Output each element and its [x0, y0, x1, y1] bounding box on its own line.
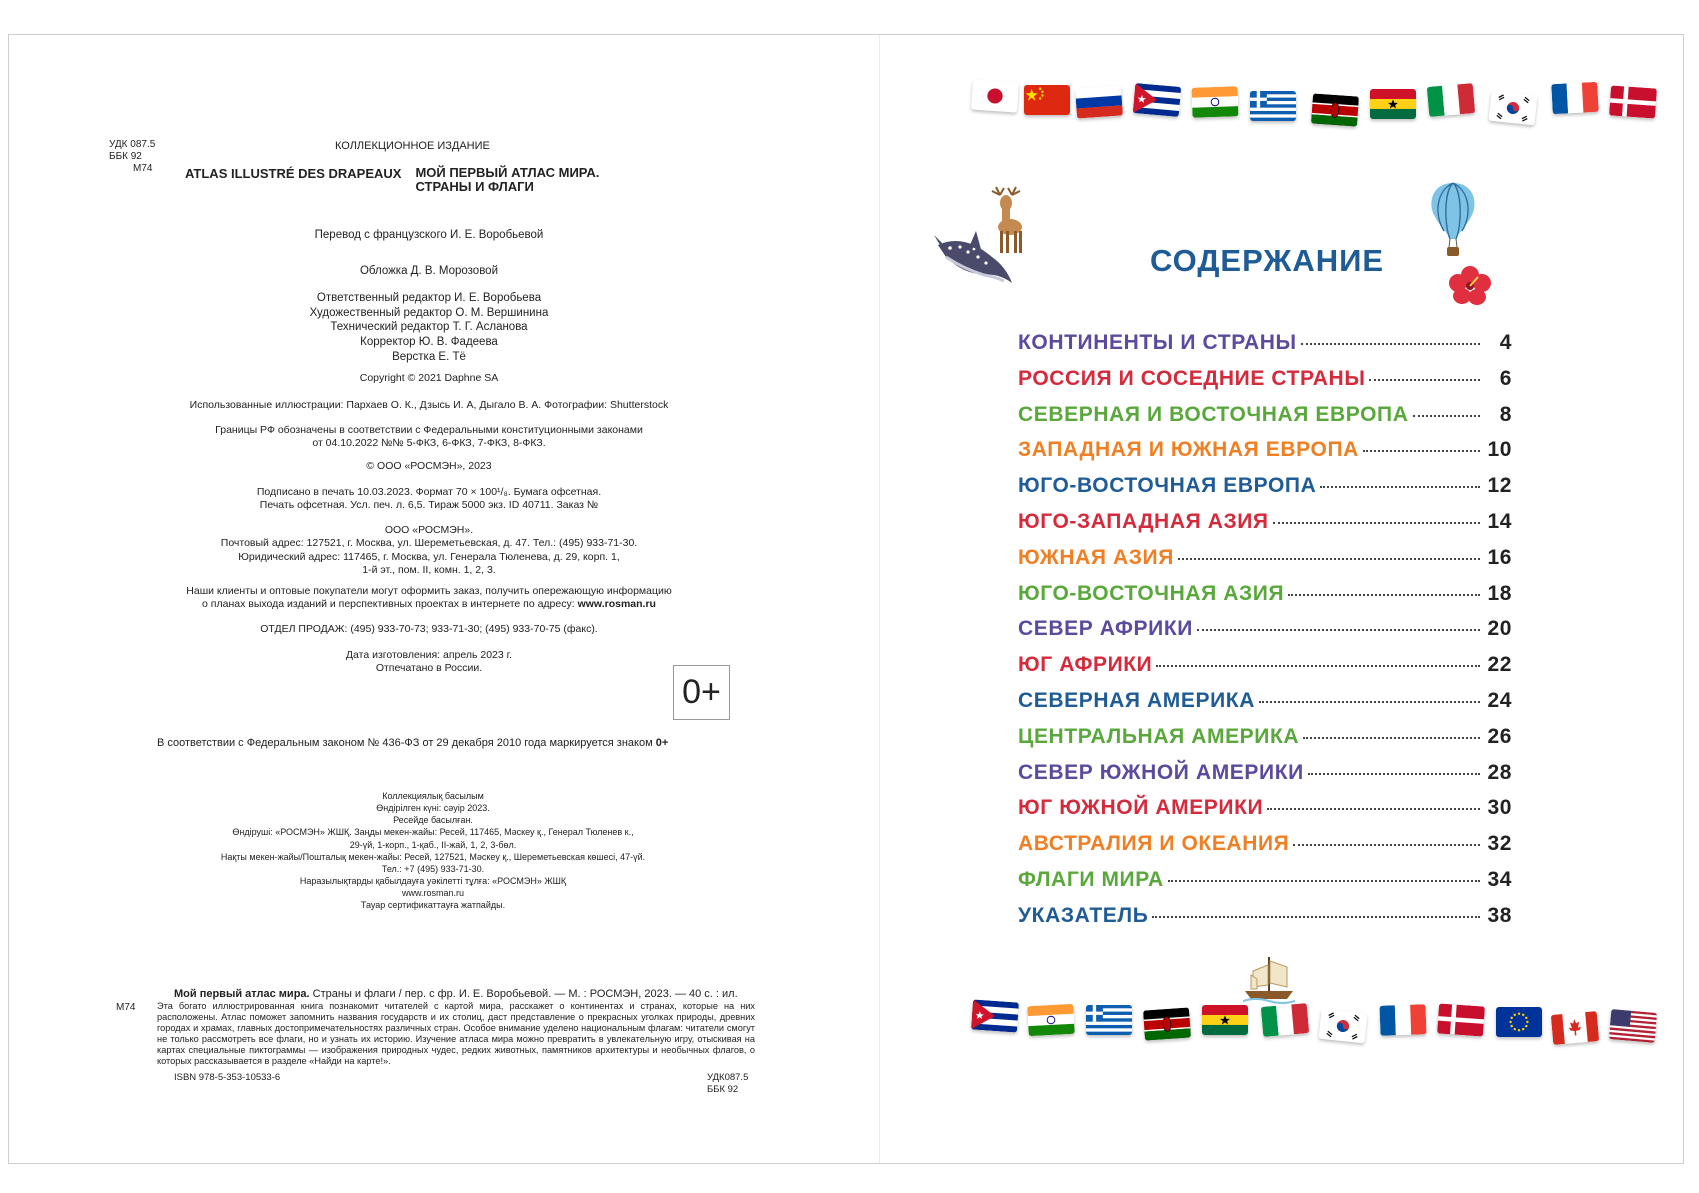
- kazakh-line: Наразылықтарды қабылдауға уәкілетті тұлға: «РОСМЭН» ЖШҚ: [299, 875, 567, 886]
- toc-item-page: 22: [1487, 653, 1512, 677]
- kazakh-line: Өндіруші: «РОСМЭН» ЖШҚ. Заңды мекен-жайы: Ресей, 117465, Мәскеу қ., Генерал Тюленев к.,: [232, 827, 634, 838]
- imprint-page: [9, 35, 879, 1163]
- toc-item[interactable]: [1018, 474, 1512, 510]
- contents-page: [880, 35, 1685, 1163]
- toc-item-label: ЗАПАДНАЯ И ЮЖНАЯ ЕВРОПА: [1018, 438, 1359, 462]
- russian-title: [415, 166, 599, 195]
- flag-ghana-icon: [1370, 89, 1416, 119]
- flag-india-icon: [1027, 1004, 1075, 1036]
- toc-leader-dots: [1168, 880, 1480, 882]
- toc-item[interactable]: [1018, 725, 1512, 761]
- toc-item-page: 24: [1487, 688, 1512, 712]
- author-mark: М74: [133, 163, 153, 174]
- editors-credits: [149, 291, 709, 365]
- toc-leader-dots: [1308, 773, 1480, 775]
- translation-credit: Перевод с французского И. Е. Воробьевой: [314, 229, 544, 241]
- flag-greece-icon: [1086, 1005, 1132, 1035]
- toc-item-page: 20: [1487, 617, 1512, 641]
- toc-leader-dots: [1363, 450, 1480, 452]
- flag-denmark-icon: [1437, 1003, 1485, 1036]
- law-note: В соответствии с Федеральным законом № 436-ФЗ от 29 декабря 2010 года маркируется знаком 0+: [157, 737, 669, 749]
- toc-leader-dots: [1369, 379, 1480, 381]
- toc-leader-dots: [1267, 808, 1480, 810]
- kazakh-line: 29-үй, 1-корп., 1-қаб., II-жай, 1, 2, 3-бөл.: [349, 839, 517, 850]
- table-of-contents: [1018, 331, 1512, 940]
- address-line: ООО «РОСМЭН».: [384, 524, 474, 536]
- toc-item-label: АВСТРАЛИЯ И ОКЕАНИЯ: [1018, 832, 1290, 856]
- flag-canada-icon: [1551, 1011, 1599, 1045]
- toc-leader-dots: [1301, 343, 1480, 345]
- udk-bottom: УДК087.5 ББК 92: [707, 1072, 749, 1095]
- toc-leader-dots: [1303, 737, 1480, 739]
- toc-leader-dots: [1320, 486, 1480, 488]
- toc-item-label: ЮГ АФРИКИ: [1018, 653, 1153, 677]
- kazakh-line: Өндірілген күні: сәуір 2023.: [376, 803, 490, 814]
- toc-item-page: 30: [1487, 796, 1512, 820]
- kazakh-line: Тел.: +7 (495) 933-71-30.: [381, 863, 485, 874]
- book-spread: [8, 34, 1684, 1164]
- toc-item-label: ФЛАГИ МИРА: [1018, 867, 1164, 891]
- toc-item[interactable]: [1018, 904, 1512, 940]
- toc-item-label: СЕВЕРНАЯ АМЕРИКА: [1018, 688, 1255, 712]
- clients-note: [134, 585, 724, 612]
- toc-item-page: 10: [1487, 438, 1512, 462]
- toc-item[interactable]: [1018, 546, 1512, 582]
- flag-china-icon: [1024, 85, 1070, 115]
- flag-japan-icon: [971, 79, 1019, 112]
- print-info: [149, 486, 709, 513]
- toc-item[interactable]: [1018, 367, 1512, 403]
- copyright-line: Copyright © 2021 Daphne SA: [359, 372, 499, 384]
- flag-kenya-icon: [1143, 1007, 1191, 1040]
- clients-note-line: Наши клиенты и оптовые покупатели могут оформить заказ, получить опережающую информацию: [186, 585, 672, 597]
- flag-south-korea-icon: [1489, 91, 1538, 126]
- toc-item[interactable]: [1018, 510, 1512, 546]
- kazakh-line: Коллекциялық басылым: [382, 791, 484, 801]
- hot-air-balloon-icon: [1428, 181, 1478, 259]
- toc-item-label: ЮГО-ВОСТОЧНАЯ АЗИЯ: [1018, 581, 1285, 605]
- manufacture-info: [149, 649, 709, 676]
- toc-item[interactable]: [1018, 761, 1512, 797]
- toc-item-label: СЕВЕР ЮЖНОЙ АМЕРИКИ: [1018, 760, 1304, 784]
- toc-item-page: 8: [1499, 402, 1512, 426]
- toc-item[interactable]: [1018, 796, 1512, 832]
- editor-line: Технический редактор Т. Г. Асланова: [330, 321, 528, 334]
- law-mark: 0+: [655, 737, 669, 749]
- editor-line: Художественный редактор О. М. Вершинина: [309, 306, 549, 319]
- kazakh-imprint: [205, 790, 661, 911]
- flag-france-icon: [1551, 82, 1599, 114]
- kazakh-line: Нақты мекен-жайы/Пошталық мекен-жайы: Ресей, 127521, Мәскеу қ., Шереметьевская көшесі, 47-үй.: [220, 851, 646, 862]
- russian-title-line-1: МОЙ ПЕРВЫЙ АТЛАС МИРА.: [415, 165, 600, 180]
- toc-leader-dots: [1293, 844, 1480, 846]
- clients-note-line: о планах выхода изданий и перспективных проектах в интернете по адресу: www.rosman.ru: [202, 598, 656, 611]
- toc-item[interactable]: [1018, 832, 1512, 868]
- udk-code: УДК 087.5: [109, 139, 156, 150]
- toc-item[interactable]: [1018, 653, 1512, 689]
- collection-label: КОЛЛЕКЦИОННОЕ ИЗДАНИЕ: [335, 140, 490, 152]
- toc-item-label: ЮЖНАЯ АЗИЯ: [1018, 545, 1174, 569]
- contents-title: СОДЕРЖАНИЕ: [1150, 243, 1385, 278]
- manufacture-line: Дата изготовления: апрель 2023 г.: [345, 649, 513, 661]
- toc-item[interactable]: [1018, 403, 1512, 439]
- editor-line: Верстка Е. Тё: [392, 350, 466, 363]
- toc-item-label: ЦЕНТРАЛЬНАЯ АМЕРИКА: [1018, 724, 1300, 748]
- kazakh-line: www.rosman.ru: [401, 888, 464, 899]
- borders-note: [149, 424, 709, 451]
- flag-greece-icon: [1250, 91, 1296, 121]
- editor-line: Корректор Ю. В. Фадеева: [360, 336, 498, 349]
- manufacture-line: Отпечатано в России.: [375, 662, 483, 675]
- toc-leader-dots: [1413, 415, 1480, 417]
- toc-leader-dots: [1288, 594, 1480, 596]
- toc-item[interactable]: [1018, 617, 1512, 653]
- isbn: ISBN 978-5-353-10533-6: [174, 1072, 281, 1083]
- toc-leader-dots: [1152, 916, 1480, 918]
- flag-italy-icon: [1261, 1003, 1309, 1037]
- flag-russia-icon: [1075, 85, 1123, 118]
- toc-item[interactable]: [1018, 438, 1512, 474]
- toc-item[interactable]: [1018, 331, 1512, 367]
- original-title: ATLAS ILLUSTRÉ DES DRAPEAUX: [185, 166, 402, 181]
- address-line: Почтовый адрес: 127521, г. Москва, ул. Шереметьевская, д. 47. Тел.: (495) 933-71-30.: [220, 537, 638, 550]
- website-link[interactable]: www.rosman.ru: [577, 598, 656, 611]
- toc-item-page: 6: [1499, 366, 1512, 390]
- toc-item-page: 38: [1487, 903, 1512, 927]
- toc-item-page: 32: [1487, 832, 1512, 856]
- kazakh-line: Ресейде басылған.: [393, 815, 473, 826]
- flag-kenya-icon: [1311, 93, 1359, 126]
- bbk-code: ББК 92: [109, 151, 142, 162]
- print-info-line: Печать офсетная. Усл. печ. л. 6,5. Тираж 5000 экз. ID 40711. Заказ №: [259, 499, 599, 512]
- toc-item[interactable]: [1018, 689, 1512, 725]
- toc-item-page: 12: [1487, 474, 1512, 498]
- age-rating-badge: 0+: [673, 665, 730, 720]
- russian-title-line-2: СТРАНЫ И ФЛАГИ: [415, 179, 534, 195]
- biblio-author-mark: М74: [116, 1002, 136, 1013]
- borders-note-line: Границы РФ обозначены в соответствии с Федеральными конституционными законами: [215, 424, 643, 436]
- flag-denmark-icon: [1609, 85, 1657, 118]
- illustrations-credit: Использованные иллюстрации: Пархаев О. К., Дзысь И. А, Дыгало В. А. Фотографии: Shutterstock: [189, 399, 669, 411]
- toc-item-label: СЕВЕРНАЯ И ВОСТОЧНАЯ ЕВРОПА: [1018, 402, 1409, 426]
- toc-item[interactable]: [1018, 582, 1512, 618]
- toc-item-page: 28: [1487, 760, 1512, 784]
- toc-item-page: 4: [1499, 331, 1512, 354]
- toc-leader-dots: [1273, 522, 1480, 524]
- sales-contacts: ОТДЕЛ ПРОДАЖ: (495) 933-70-73; 933-71-30; (495) 933-70-75 (факс).: [260, 623, 598, 635]
- hibiscus-icon: [1448, 265, 1492, 305]
- flag-india-icon: [1191, 86, 1238, 118]
- toc-leader-dots: [1178, 558, 1480, 560]
- rosman-copyright: © ООО «РОСМЭН», 2023: [366, 460, 492, 472]
- flag-italy-icon: [1427, 83, 1475, 117]
- borders-note-line: от 04.10.2022 №№ 5-ФКЗ, 6-ФКЗ, 7-ФКЗ, 8-ФКЗ.: [312, 437, 546, 450]
- flag-france-icon: [1379, 1004, 1426, 1036]
- flag-cuba-icon: [1133, 83, 1181, 117]
- flag-ghana-icon: [1202, 1005, 1248, 1035]
- address-line: 1-й эт., пом. II, комн. 1, 2, 3.: [362, 564, 496, 577]
- editor-line: Ответственный редактор И. Е. Воробьева: [316, 292, 542, 304]
- toc-leader-dots: [1197, 629, 1480, 631]
- toc-leader-dots: [1259, 701, 1480, 703]
- flag-usa-icon: [1609, 1009, 1657, 1043]
- flag-european-union-icon: [1496, 1007, 1542, 1037]
- deer-icon: [986, 185, 1030, 257]
- toc-leader-dots: [1156, 665, 1480, 667]
- toc-item-page: 14: [1487, 509, 1512, 533]
- toc-item-page: 34: [1487, 867, 1512, 891]
- toc-item-page: 16: [1487, 545, 1512, 569]
- cover-credit: Обложка Д. В. Морозовой: [359, 265, 499, 277]
- toc-item-label: СЕВЕР АФРИКИ: [1018, 617, 1193, 641]
- book-titles: [185, 166, 599, 195]
- toc-item-label: ЮГ ЮЖНОЙ АМЕРИКИ: [1018, 796, 1264, 820]
- toc-item-label: РОССИЯ И СОСЕДНИЕ СТРАНЫ: [1018, 366, 1366, 390]
- toc-item-label: УКАЗАТЕЛЬ: [1018, 903, 1149, 927]
- address-line: Юридический адрес: 117465, г. Москва, ул. Генерала Тюленева, д. 29, корп. 1,: [238, 550, 620, 563]
- print-info-line: Подписано в печать 10.03.2023. Формат 70 × 100¹/₈. Бумага офсетная.: [256, 486, 602, 498]
- toc-item[interactable]: [1018, 868, 1512, 904]
- biblio-title: Мой первый атлас мира.: [174, 988, 310, 1000]
- book-annotation: Эта богато иллюстрированная книга познакомит читателей с картой мира, расскажет о континентах и странах, которые на них расположены. Атлас поможет запомнить названия государств и их столиц, даст представление о прекрасных уголках природы, древних городах и храмах, главных достопримечательностях различных стран. Особое внимание уделено национальным флагам: читатели смогут не только рассмотреть все флаги, но и узнать их историю. Изучение атласа мира можно превратить в увлекательную игру, отыскивая на картах специальные пиктограммы — изображения природных чудес, редких животных, памятников архитектуры и необычных флагов, о которых рассказывается в разделе «Найди на карте!».: [157, 1001, 755, 1067]
- flag-cuba-icon: [971, 999, 1019, 1032]
- flag-south-korea-icon: [1319, 1009, 1368, 1044]
- toc-item-label: КОНТИНЕНТЫ И СТРАНЫ: [1018, 331, 1297, 354]
- toc-item-label: ЮГО-ЗАПАДНАЯ АЗИЯ: [1018, 509, 1269, 533]
- toc-item-page: 26: [1487, 724, 1512, 748]
- toc-item-page: 18: [1487, 581, 1512, 605]
- toc-item-label: ЮГО-ВОСТОЧНАЯ ЕВРОПА: [1018, 474, 1317, 498]
- sailing-ship-icon: [1243, 953, 1295, 1005]
- bibliographic-record: Мой первый атлас мира. Страны и флаги / пер. с фр. И. Е. Воробьевой. — М. : РОСМЭН, 2023. — 40 с. : ил.: [174, 988, 738, 1000]
- publisher-address: [149, 524, 709, 578]
- udk-block: [109, 139, 155, 175]
- kazakh-line: Тауар сертификаттауға жатпайды.: [360, 900, 506, 911]
